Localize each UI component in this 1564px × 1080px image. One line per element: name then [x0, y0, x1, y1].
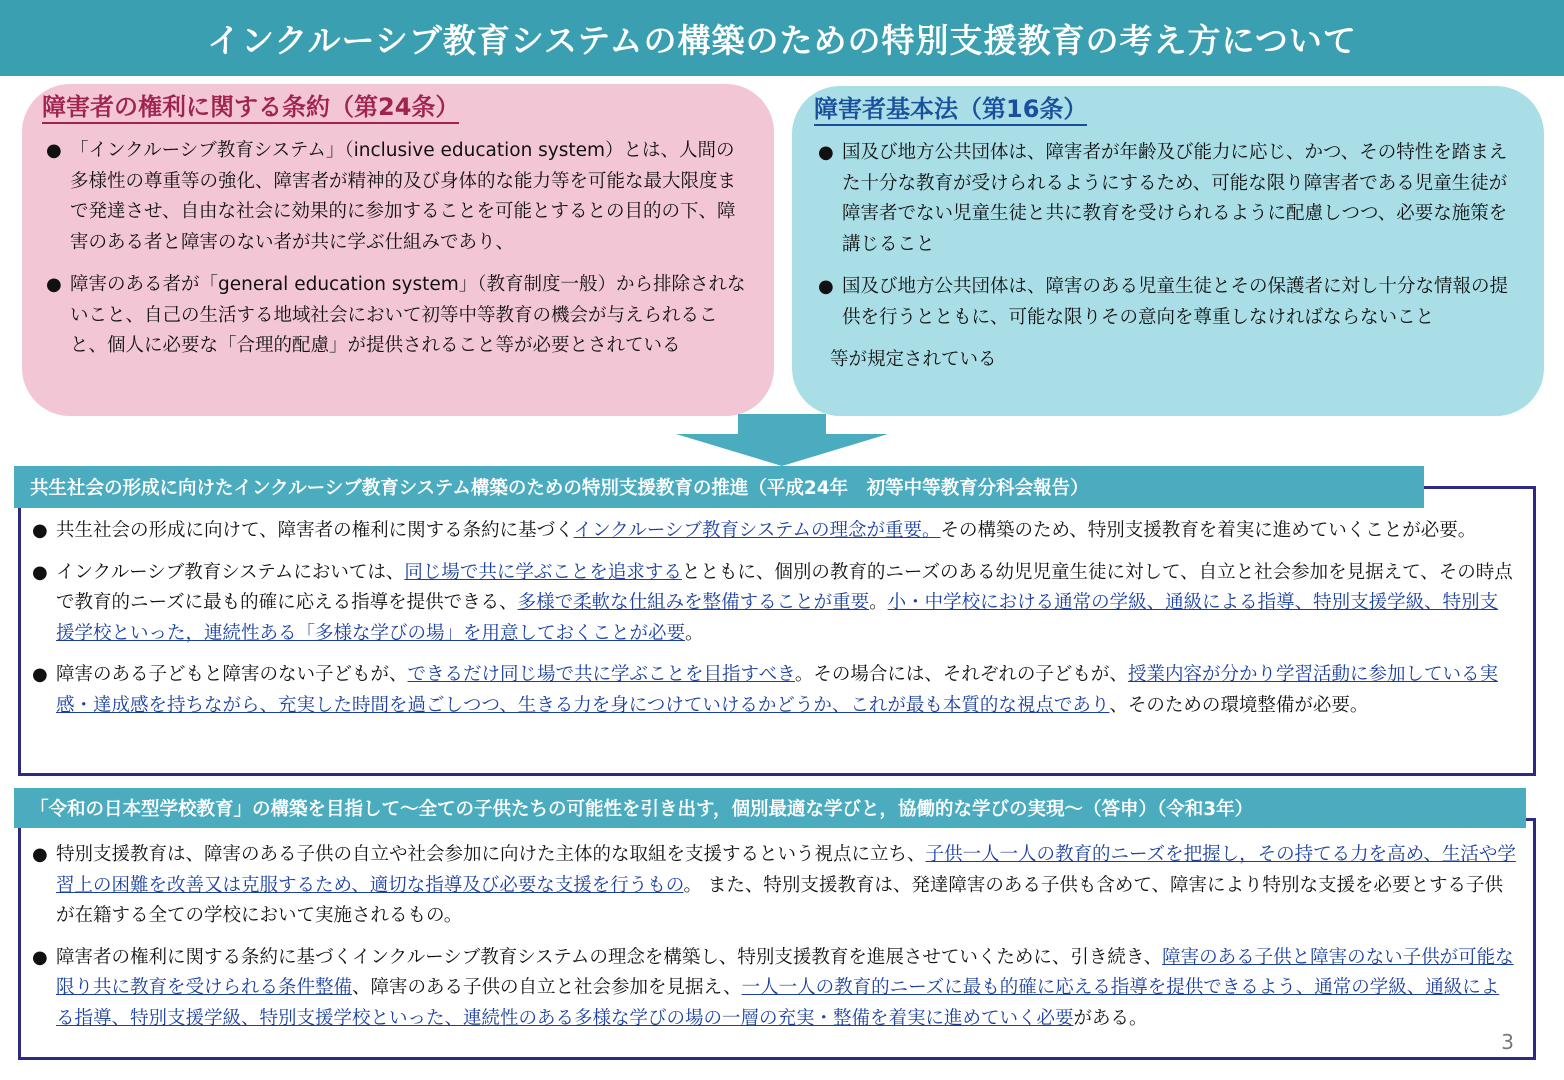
emphasis-span: 一人一人の教育的ニーズに最も的確に応える指導を提供できるよう、通常の学級、通級による指導、特別支援学級、特別支援学校といった、連続性のある多様な学びの場の一層の充実・整備を着実に進めていく必要 — [56, 977, 1500, 1029]
bullet-icon: ● — [46, 140, 62, 161]
bullet-icon: ● — [818, 276, 834, 297]
reiwa-label: 「令和の日本型学校教育」の構築を目指して～全ての子供たちの可能性を引き出す，個別最適な学びと，協働的な学びの実現～（答申）（令和3年） — [14, 788, 1526, 828]
bullet-icon: ● — [32, 561, 48, 583]
text-span: インクルーシブ教育システムにおいては、 — [56, 561, 405, 583]
emphasis-span: 授業内容が分かり学習活動に参加している実感・達成感を持ちながら、充実した時間を過ごしつつ、生きる力を身につけていけるかどうか、これが最も本質的な視点であり — [56, 664, 1498, 716]
text-span: 。 また、特別支援教育は、発達障害のある子供も含めて、障害により特別な支援を必要とする子供が在籍する全ての学校において実施されるもの。 — [56, 874, 1504, 926]
emphasis-span: 小・中学校における通常の学級、通級による指導、特別支援学級、特別支援学校といった，連続性ある「多様な学びの場」を用意しておくことが必要 — [56, 592, 1499, 644]
emphasis-span: できるだけ同じ場で共に学ぶことを目指すべき — [407, 664, 795, 685]
page-title: インクルーシブ教育システムの構築のための特別支援教育の考え方について — [207, 20, 1357, 60]
bullet-icon: ● — [32, 520, 48, 541]
basic-law-heading: 障害者基本法（第16条） — [814, 94, 1087, 126]
text-span: その構築のため、特別支援教育を着実に進めていくことが必要。 — [940, 520, 1477, 541]
text-span: 障害者の権利に関する条約に基づくインクルーシブ教育システムの理念を構築し、特別支援教育を進展させていくために、引き続き、 — [56, 946, 1163, 968]
emphasis-span: 多様で柔軟な仕組みを整備することが重要 — [517, 592, 870, 613]
bullet-icon: ● — [32, 664, 48, 685]
emphasis-span: 子供一人一人の教育的ニーズを把握し，その持てる力を高め、生活や学習上の困難を改善又は克服するため、適切な指導及び必要な支援を行うもの — [56, 844, 1516, 896]
bullet-text: 障害のある者が「general education system」（教育制度一般）から排除されないこと、自己の生活する地域社会において初等中等教育の機会が与えられること、個人に必要な「合理的配慮」が提供されること等が必要とされている — [70, 274, 746, 356]
basic-law-tail: 等が規定されている — [830, 349, 997, 370]
text-span: 。その場合には、それぞれの子どもが、 — [794, 664, 1128, 685]
report-content — [30, 516, 1516, 732]
text-span: とともに、個別の教育的ニーズのある幼児児童生徒に対して、自立と社会参加を見据えて、その時点で教育的ニーズに最も的確に応える指導を提供できる、 — [56, 561, 1513, 613]
list-item — [814, 272, 1524, 333]
page-number: 3 — [1501, 1030, 1514, 1054]
text-span: 障害のある子どもと障害のない子どもが、 — [56, 664, 408, 685]
arrow-shape — [676, 414, 888, 466]
convention-heading: 障害者の権利に関する条約（第24条） — [42, 92, 459, 124]
list-item — [30, 660, 1516, 721]
bullet-text: 「インクルーシブ教育システム」（inclusive education system）とは、人間の多様性の尊重等の強化、障害者が精神的及び身体的な能力等を可能な最大限度まで発達させ、自由な社会に効果的に参加することを可能とするとの目的の下、障害のある者と障害のない者が共に学ぶ仕組みであり、 — [70, 140, 737, 253]
basic-law-list — [814, 138, 1524, 333]
convention-box — [22, 84, 774, 416]
list-item — [30, 943, 1516, 1035]
list-item — [30, 558, 1516, 650]
bullet-icon: ● — [46, 274, 62, 295]
reiwa-content — [30, 840, 1516, 1045]
emphasis-span: 同じ場で共に学ぶことを追求する — [404, 561, 682, 583]
text-span: 、そのための環境整備が必要。 — [1109, 694, 1369, 716]
emphasis-span: インクルーシブ教育システムの理念が重要。 — [573, 520, 941, 541]
down-arrow-icon — [676, 414, 888, 466]
bullet-icon: ● — [818, 142, 834, 163]
bullet-icon: ● — [32, 844, 48, 865]
reiwa-list — [30, 840, 1516, 1034]
basic-law-box — [792, 86, 1544, 416]
bullet-text: 国及び地方公共団体は、障害のある児童生徒とその保護者に対し十分な情報の提供を行うとともに、可能な限りその意向を尊重しなければならないこと — [842, 276, 1509, 328]
convention-list — [42, 136, 752, 362]
bullet-text: 国及び地方公共団体は、障害者が年齢及び能力に応じ、かつ、その特性を踏まえた十分な教育が受けられるようにするため、可能な限り障害者である児童生徒が障害者でない児童生徒と共に教育を受けられるように配慮しつつ、必要な施策を講じること — [842, 142, 1508, 255]
emphasis-span: 障害のある子供と障害のない子供が可能な限り共に教育を受けられる条件整備 — [56, 946, 1514, 998]
text-span: がある。 — [1073, 1007, 1148, 1029]
list-item — [30, 516, 1516, 547]
list-item — [42, 136, 752, 258]
text-span: 。 — [685, 622, 704, 644]
report-list — [30, 516, 1516, 721]
text-span: 共生社会の形成に向けて、障害者の権利に関する条約に基づく — [56, 520, 574, 541]
bullet-icon: ● — [32, 946, 48, 968]
list-item — [30, 840, 1516, 932]
list-item — [814, 138, 1524, 260]
report-label: 共生社会の形成に向けたインクルーシブ教育システム構築のための特別支援教育の推進（平成24年 初等中等教育分科会報告） — [14, 466, 1424, 508]
list-item — [42, 270, 752, 362]
text-span: 。 — [869, 592, 888, 613]
title-bar — [0, 0, 1564, 76]
text-span: 特別支援教育は、障害のある子供の自立や社会参加に向けた主体的な取組を支援するという視点に立ち、 — [56, 844, 926, 865]
text-span: 、障害のある子供の自立と社会参加を見据え、 — [352, 977, 742, 998]
